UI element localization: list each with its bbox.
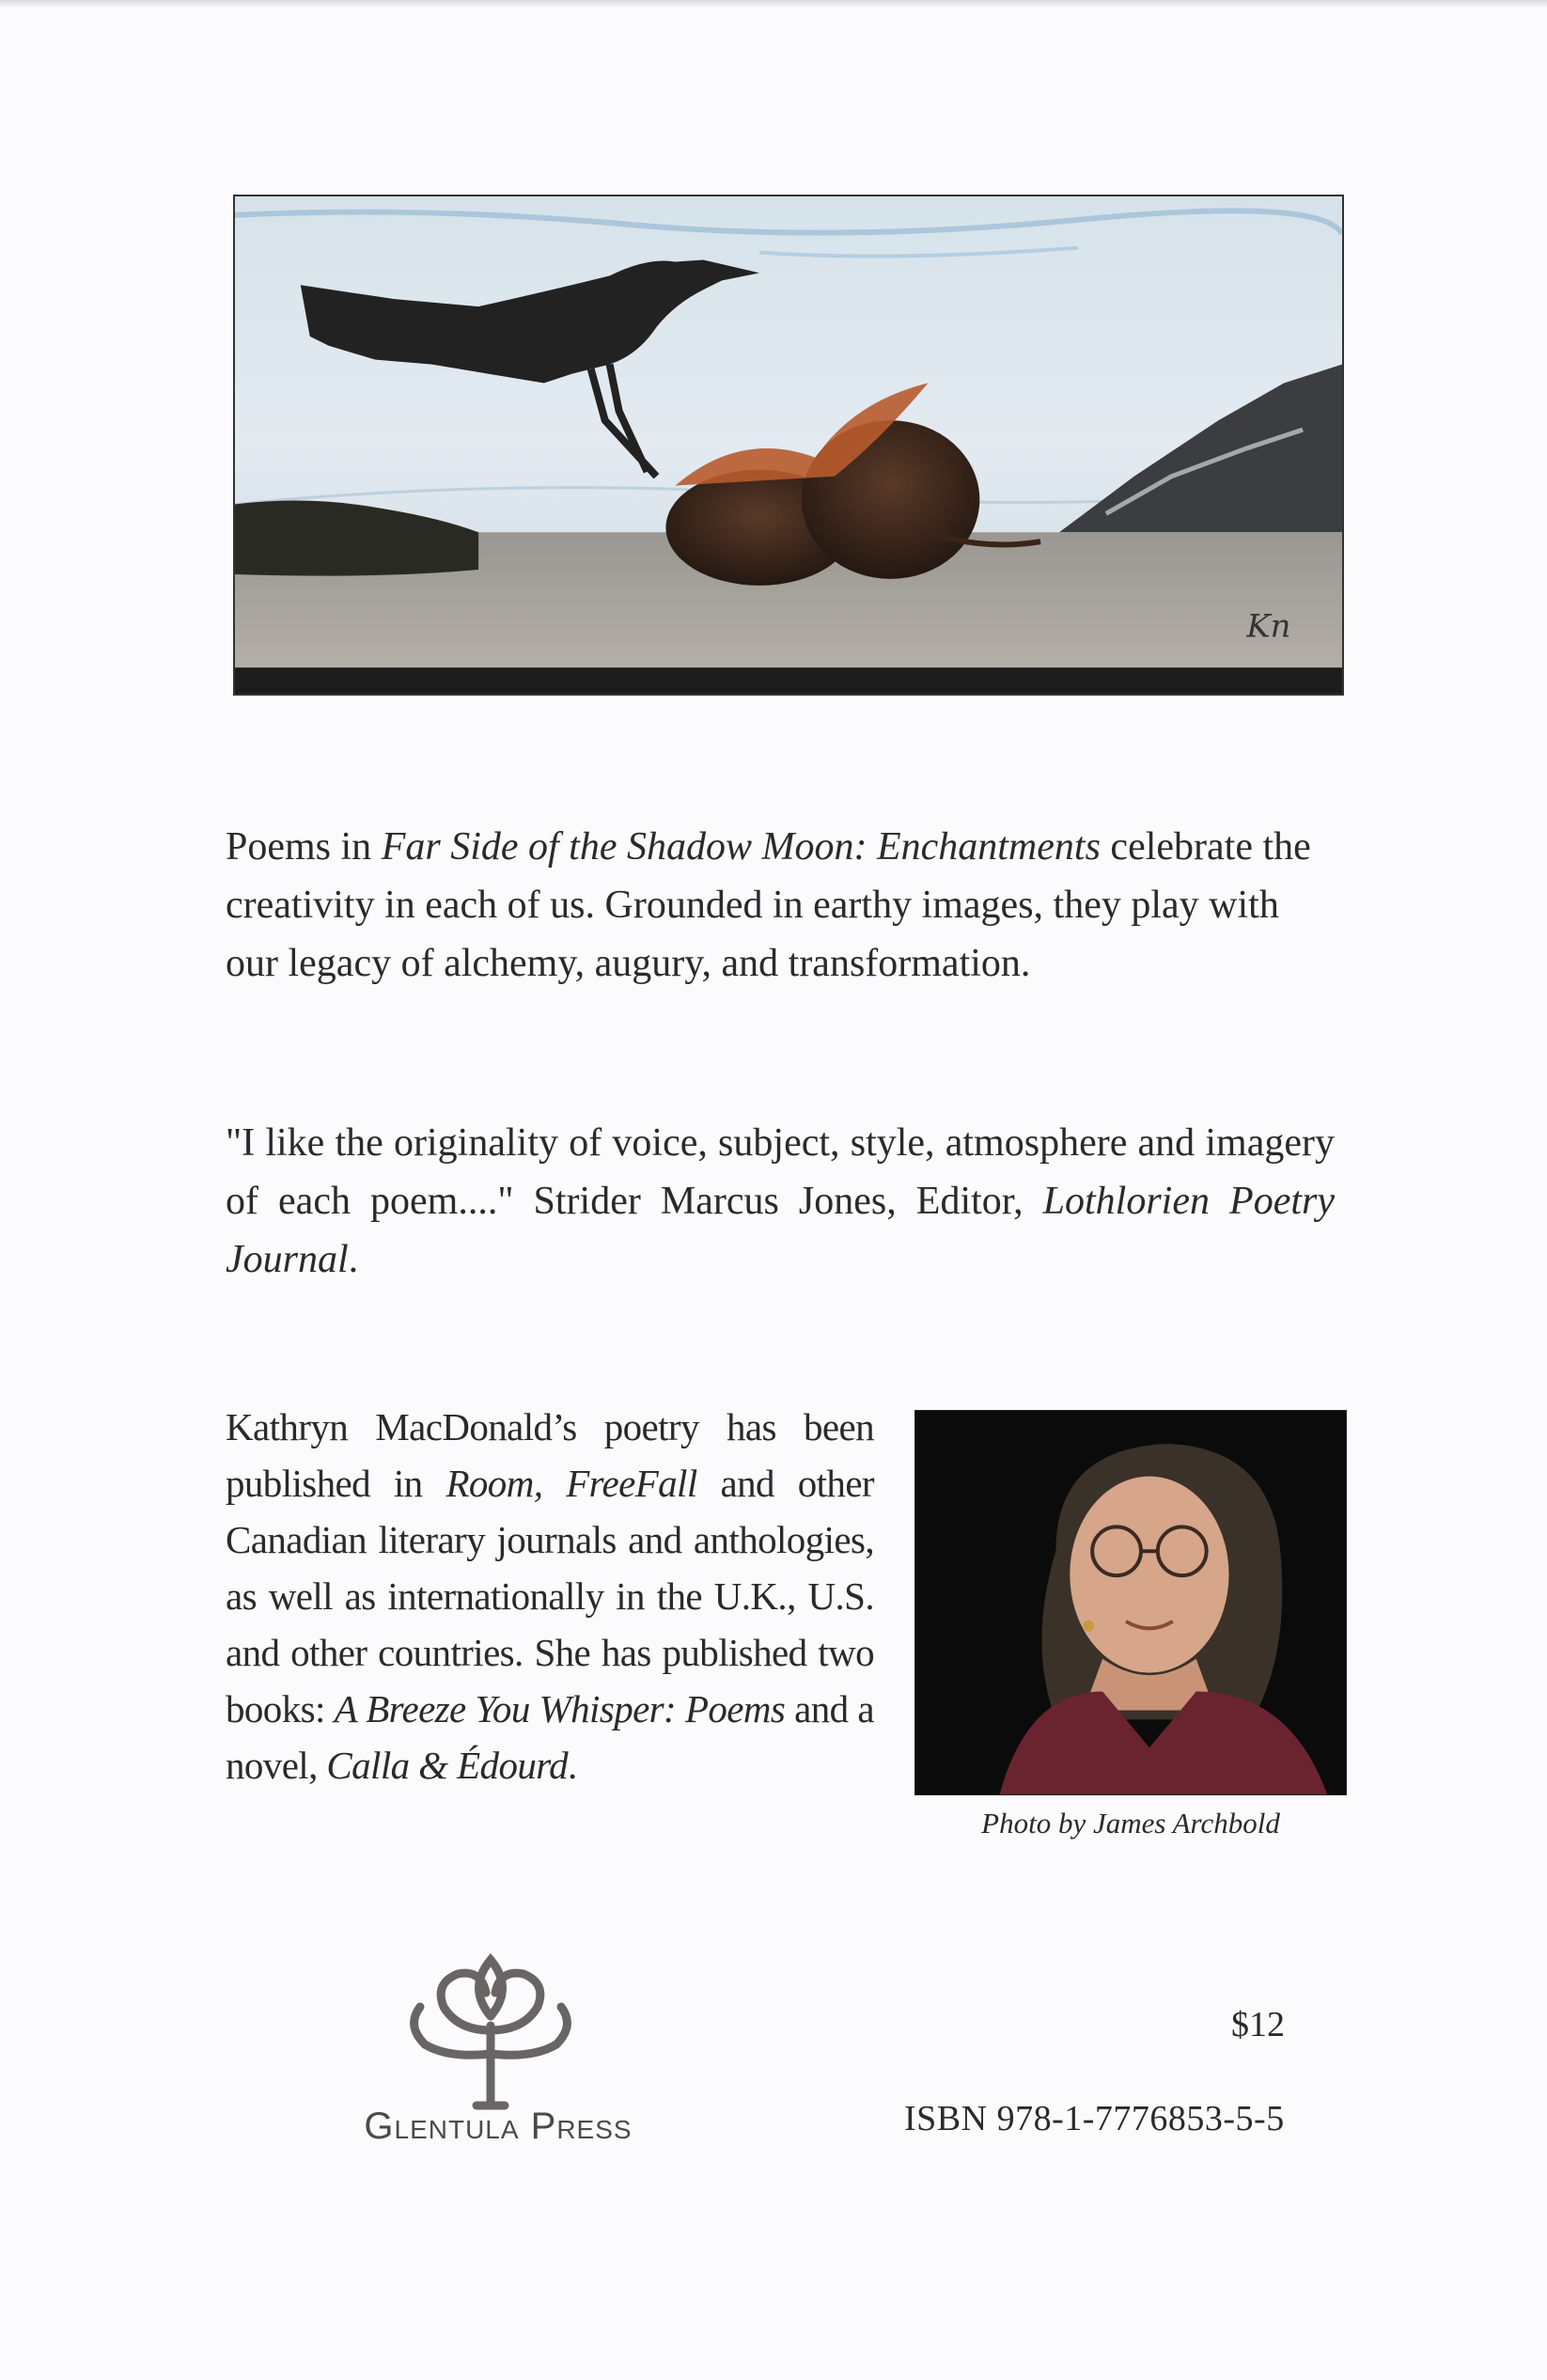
bio-text-3: and a novel, — [226, 1687, 874, 1787]
blurb-text-1: Poems in — [226, 825, 382, 869]
page-edge — [0, 0, 1547, 8]
quote-text: "I like the originality of voice, subject, style, atmosphere and imagery of each poem...." Strider Marcus Jones, Editor, — [226, 1121, 1335, 1223]
photo-credit: Photo by James Archbold — [981, 1807, 1280, 1840]
author-bio — [226, 1399, 874, 1793]
bio-text-1: Kathryn MacDonald’s poetry has been published in — [226, 1405, 874, 1505]
publisher-name: Glentula Press — [364, 2106, 633, 2147]
quote-end: . — [348, 1238, 359, 1281]
bio-journals: Room, FreeFall — [445, 1462, 697, 1505]
bio-book-1: A Breeze You Whisper: Poems — [334, 1687, 786, 1730]
bio-text-4: . — [568, 1744, 577, 1787]
book-blurb — [226, 818, 1335, 993]
celtic-tree-logo-icon — [401, 1941, 580, 2110]
endorsement-quote — [226, 1114, 1335, 1289]
bio-book-2: Calla & Édourd — [326, 1744, 568, 1787]
author-portrait-photo — [914, 1410, 1347, 1795]
bio-text-2: and other Canadian literary journals and anthologies, as well as internationally in the U.K., U.S. and other countries. She has published two books: — [226, 1462, 874, 1730]
journal-name: Lothlorien Poetry Journal — [226, 1180, 1335, 1281]
crow-on-coconut-photo — [233, 195, 1344, 696]
artist-signature: Kn — [1246, 607, 1291, 645]
isbn: ISBN 978-1-7776853-5-5 — [904, 2099, 1285, 2138]
price: $12 — [1231, 2005, 1285, 2044]
book-title: Far Side of the Shadow Moon: Enchantments — [381, 825, 1101, 869]
blurb-text-2: celebrate the creativity in each of us. Grounded in earthy images, they play with our legacy of alchemy, augury, and transformation. — [226, 825, 1311, 985]
